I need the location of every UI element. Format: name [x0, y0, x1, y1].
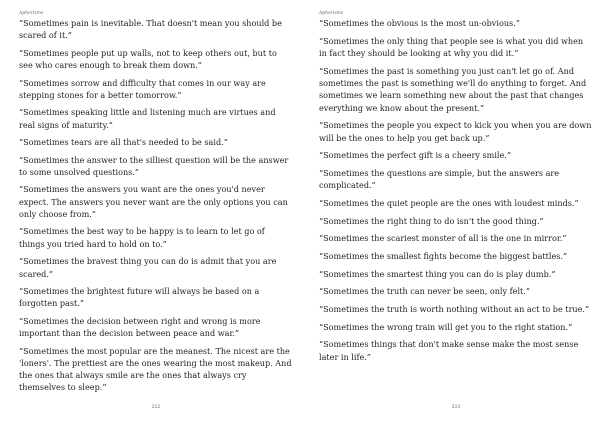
- quote: “Sometimes the truth can never be seen, only felt.”: [319, 286, 530, 297]
- running-header: Aphorisms: [19, 11, 44, 16]
- quote: “Sometimes speaking little and listening much are virtues and real signs of maturity.”: [19, 107, 276, 130]
- quote: “Sometimes pain is inevitable. That doesn't mean you should be scared of it.”: [19, 18, 282, 41]
- quote: “Sometimes tears are all that's needed to be said.”: [19, 137, 228, 148]
- quote: “Sometimes the answers you want are the ones you'd never expect. The answers you never want are the only options you can only choose from.”: [19, 184, 288, 219]
- running-header: Aphorisms: [319, 11, 344, 16]
- quote: “Sometimes the decision between right and wrong is more important than the decision between peace and war.”: [19, 315, 261, 339]
- quote: “Sometimes the smallest fights become the biggest battles.”: [319, 250, 568, 261]
- quote: “Sometimes the people you expect to kick you when you are down will be the ones to help you get back up.”: [319, 120, 592, 143]
- quote: “Sometimes the bravest thing you can do is admit that you are scared.”: [19, 256, 277, 279]
- quote: “Sometimes things that don't make sense make the most sense later in life.”: [319, 339, 579, 362]
- quote: “Sometimes the brightest future will always be based on a forgotten past.”: [19, 286, 260, 309]
- quote: “Sometimes the best way to be happy is to learn to let go of things you tried hard to hold on to.”: [19, 226, 265, 249]
- quote: “Sometimes the right thing to do isn't the good thing.”: [319, 215, 544, 226]
- quote: “Sometimes the answer to the silliest question will be the answer to some unsolved questions.”: [19, 154, 289, 177]
- quote: “Sometimes the most popular are the meanest. The nicest are the 'loners'. The prettiest are the ones wearing the most makeup. And the ones that always smile are the ones that always cry themselves to sleep.”: [19, 345, 292, 393]
- quote: “Sometimes the perfect gift is a cheery smile.”: [319, 150, 512, 161]
- quote: “Sometimes sorrow and difficulty that comes in our way are stepping stones for a better tomorrow.”: [19, 77, 266, 100]
- quote: “Sometimes the truth is worth nothing without an act to be true.”: [319, 304, 590, 315]
- quote: “Sometimes the quiet people are the ones with loudest minds.”: [319, 197, 579, 208]
- quote: “Sometimes the scariest monster of all is the one in mirror.”: [319, 233, 567, 244]
- quote: “Sometimes the smartest thing you can do is play dumb.”: [319, 268, 556, 279]
- quote: “Sometimes the past is something you just can't let go of. And sometimes the past is something we'll do anything to forget. And sometimes we learn something new about the past that changes everything we know about the present.”: [319, 65, 587, 113]
- quote: “Sometimes the wrong train will get you to the right station.”: [319, 321, 573, 332]
- quote: “Sometimes the questions are simple, but the answers are complicated.”: [319, 167, 560, 191]
- quote: “Sometimes people put up walls, not to keep others out, but to see who cares enough to break them down.”: [19, 47, 277, 71]
- quote: “Sometimes the only thing that people see is what you did when in fact they should be looking at why you did it.”: [319, 35, 584, 58]
- quote-list: [19, 17, 292, 394]
- page-number: 212: [151, 405, 161, 410]
- page-number: 213: [451, 405, 461, 410]
- quote-list: [319, 17, 592, 363]
- right-page: [300, 0, 600, 424]
- quote: “Sometimes the obvious is the most un-obvious.”: [319, 18, 520, 28]
